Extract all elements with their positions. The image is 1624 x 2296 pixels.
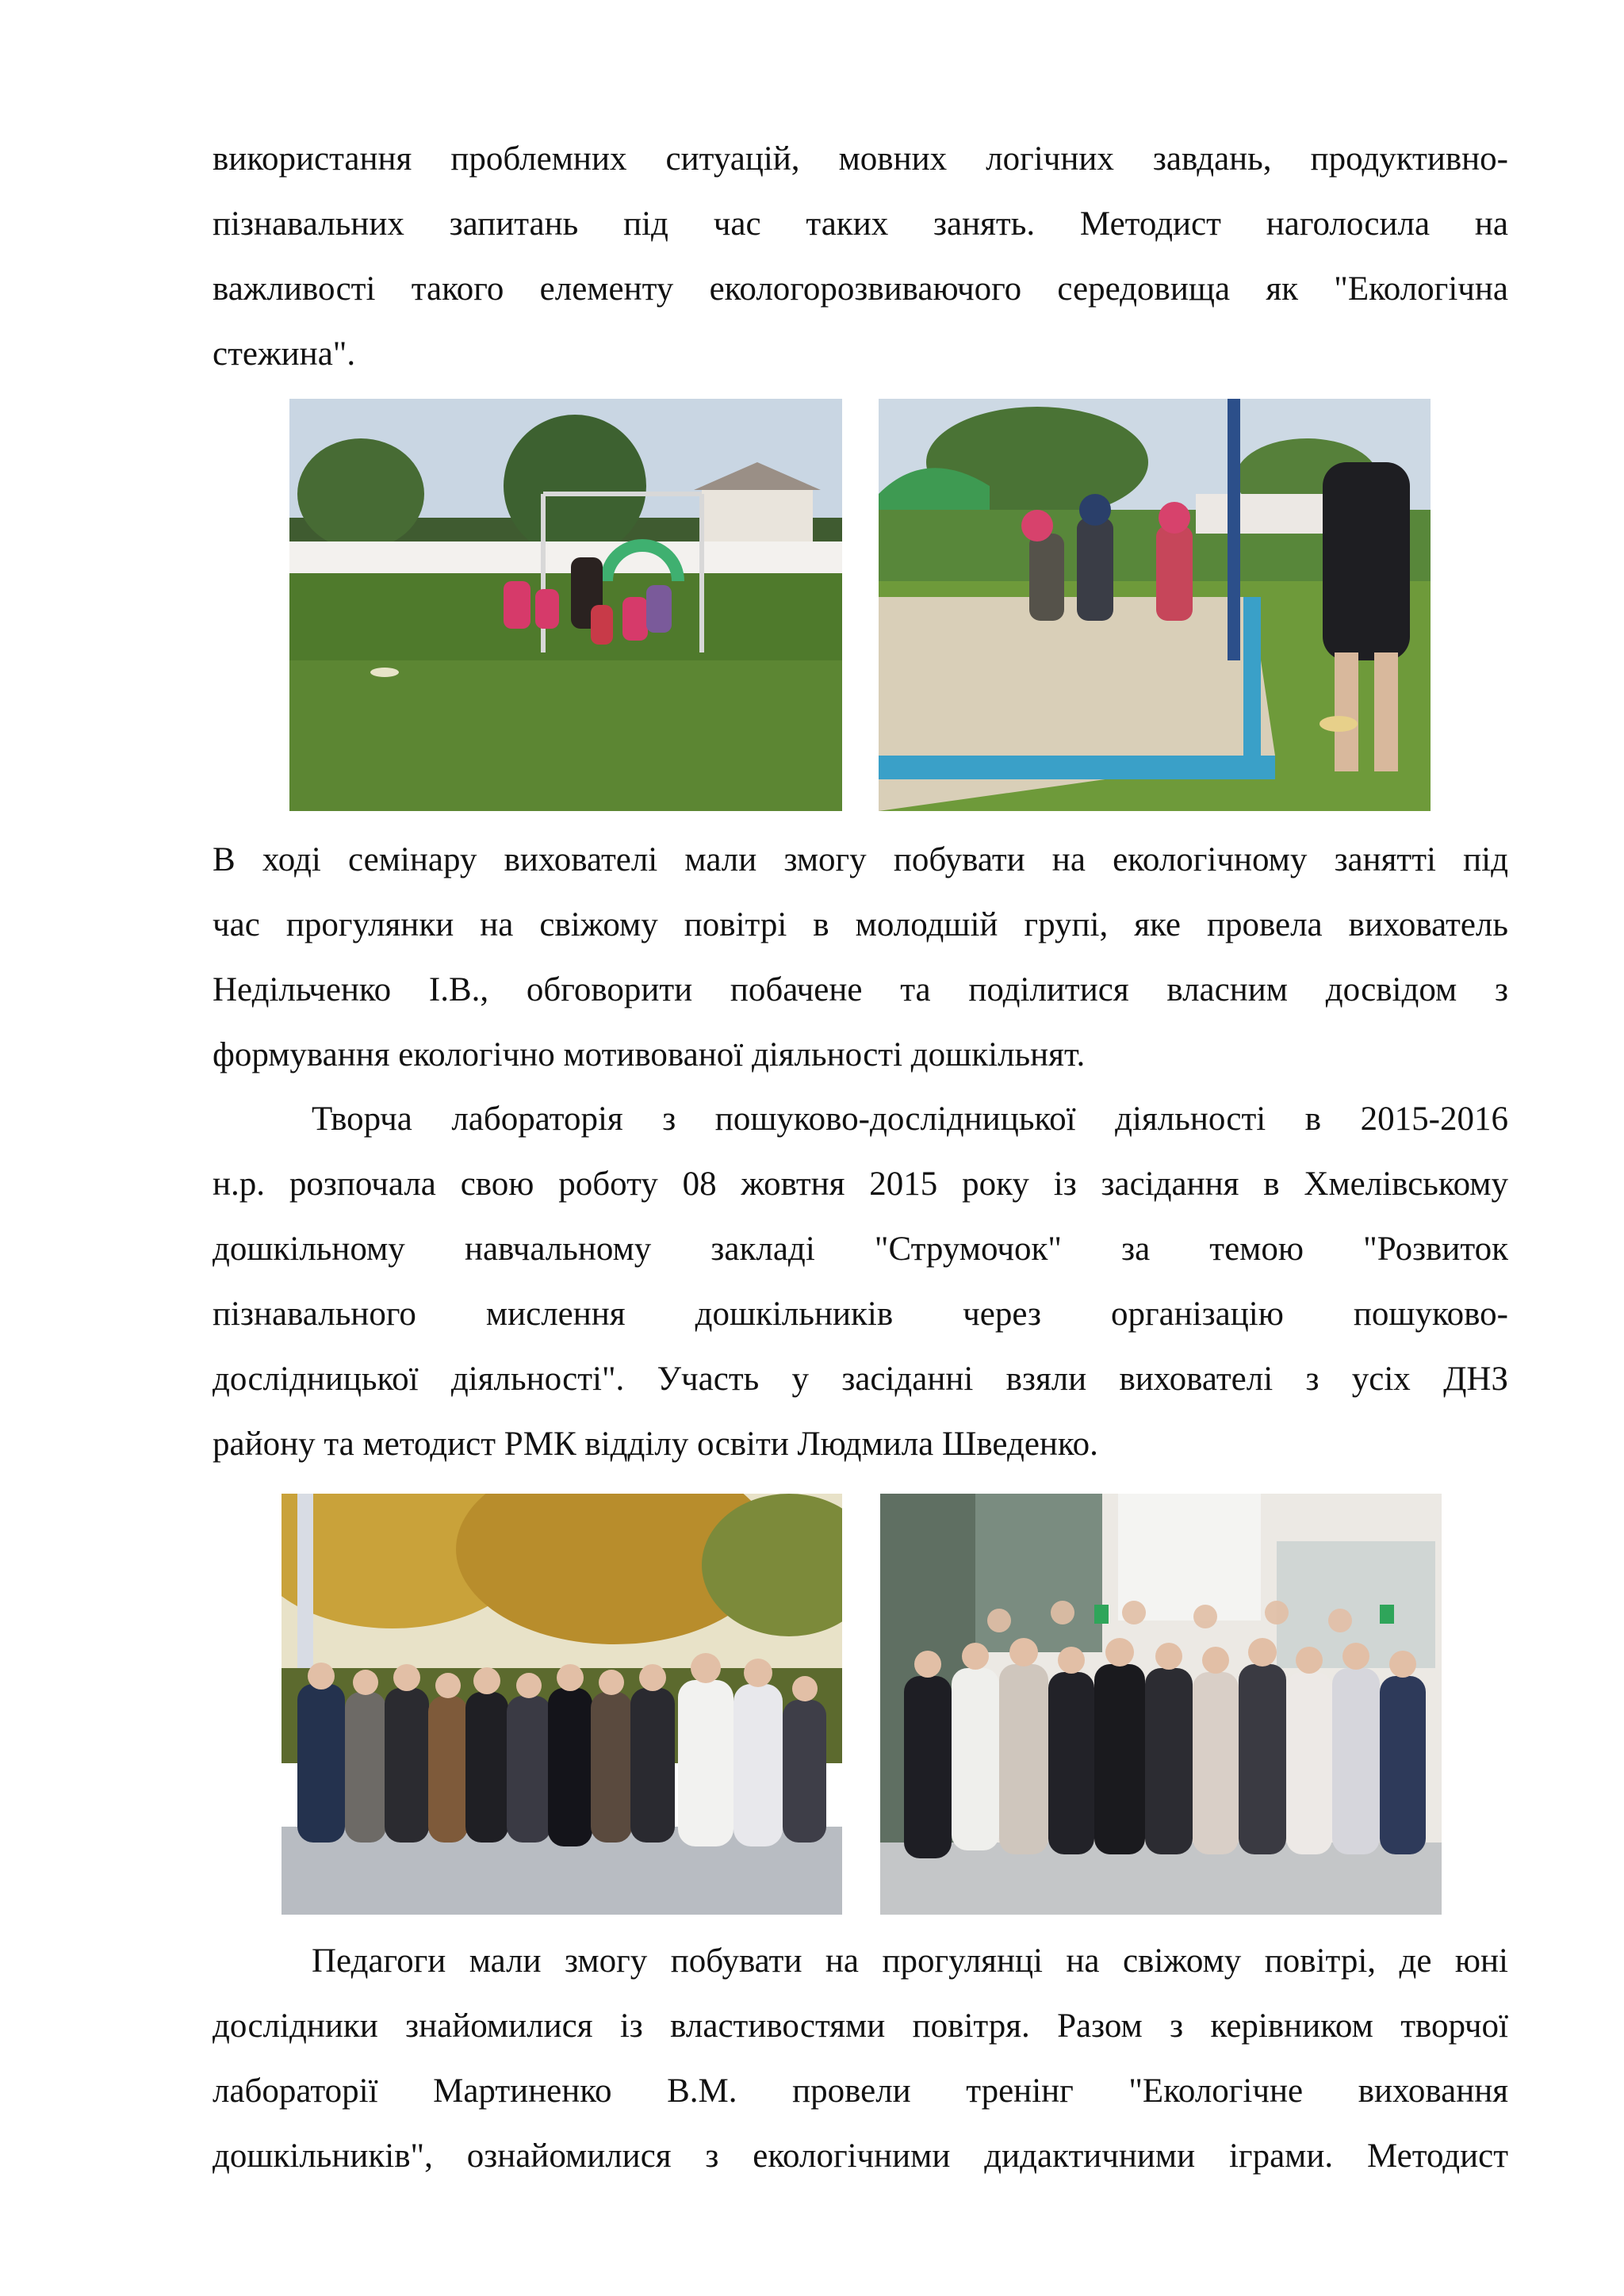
text-line: пізнавальних запитань під час таких занять. Методист наголосила на: [213, 205, 1508, 243]
text-line: Недільченко І.В., обговорити побачене та поділитися власним досвідом з: [213, 971, 1508, 1008]
photo-teachers-group-building: [880, 1494, 1442, 1915]
text-line: дошкільників", ознайомилися з екологічними дидактичними іграми. Методист: [213, 2137, 1508, 2175]
paragraph-1: [213, 127, 1508, 387]
text-line: пізнавального мислення дошкільників через організацію пошуково-: [213, 1295, 1508, 1333]
text-line: формування екологічно мотивованої діяльності дошкільнят.: [213, 1036, 1086, 1073]
paragraph-4: [213, 1929, 1508, 2189]
photo-children-sandbox: [879, 399, 1431, 811]
text-line: Творча лабораторія з пошуково-дослідницької діяльності в 2015-2016: [312, 1100, 1508, 1138]
text-line: Педагоги мали змогу побувати на прогулянці на свіжому повітрі, де юні: [312, 1942, 1508, 1980]
photo-children-playground: [289, 399, 842, 811]
paragraph-2: [213, 828, 1508, 1088]
text-line: В ході семінару вихователі мали змогу побувати на екологічному занятті під: [213, 841, 1508, 878]
text-line: дошкільному навчальному закладі "Струмочок" за темою "Розвиток: [213, 1230, 1508, 1268]
text-line: н.р. розпочала свою роботу 08 жовтня 2015 року із засідання в Хмелівському: [213, 1165, 1508, 1203]
paragraph-3: [213, 1087, 1508, 1477]
text-line: час прогулянки на свіжому повітрі в молодшій групі, яке провела вихователь: [213, 906, 1508, 943]
text-line: району та методист РМК відділу освіти Людмила Шведенко.: [213, 1425, 1098, 1463]
text-line: лабораторії Мартиненко В.М. провели тренінг "Екологічне виховання: [213, 2072, 1508, 2110]
text-line: стежина".: [213, 335, 356, 373]
text-line: важливості такого елементу екологорозвиваючого середовища як "Екологічна: [213, 270, 1508, 308]
text-line: дослідники знайомилися із властивостями повітря. Разом з керівником творчої: [213, 2007, 1508, 2045]
text-line: використання проблемних ситуацій, мовних логічних завдань, продуктивно-: [213, 140, 1508, 178]
text-line: дослідницької діяльності". Участь у засіданні взяли вихователі з усіх ДНЗ: [213, 1360, 1508, 1398]
photo-teachers-group-outdoor: [282, 1494, 842, 1915]
